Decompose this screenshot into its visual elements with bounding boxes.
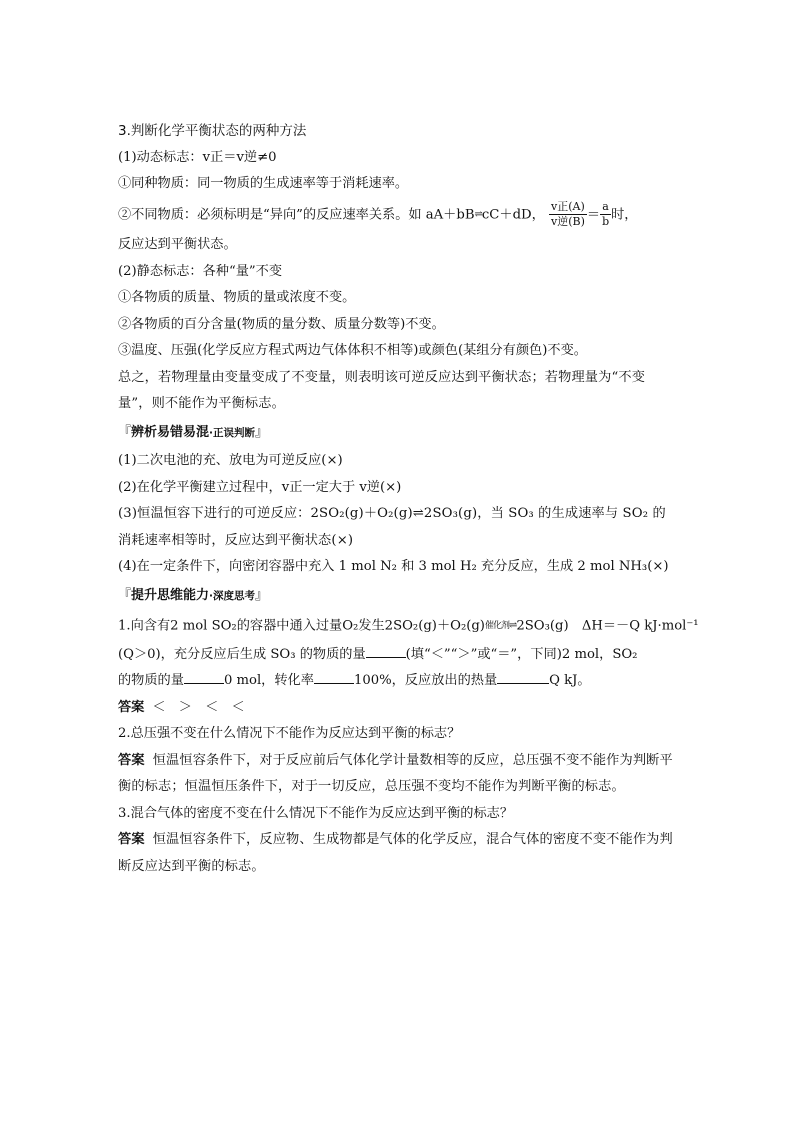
rate-fraction: [549, 200, 587, 229]
q1-text-a: 1.向含有2 mol SO₂的容器中通入过量O₂发生2SO₂(g)＋O₂(g): [118, 618, 485, 634]
tag-bracket-right: 』: [255, 587, 269, 603]
static-item-1: ①各物质的质量、物质的量或浓度不变。: [118, 290, 356, 305]
answer-label: 答案: [118, 699, 145, 715]
tag-bracket-left: 『: [118, 424, 132, 440]
answer-blank-2[interactable]: [184, 669, 224, 684]
catalyst-arrow: 催化剂⇌: [484, 620, 517, 631]
tag-main: 辨析易错易混: [131, 424, 210, 440]
q1-text-b: 2SO₃(g) ΔH＝－Q kJ·mol⁻¹: [516, 618, 699, 634]
judge-item-4: (4)在一定条件下，向密闭容器中充入 1 mol N₂ 和 3 mol H₂ 充分反应，生成 2 mol NH₃(×): [118, 559, 669, 574]
q1-text-c: (Q＞0)，充分反应后生成 SO₃ 的物质的量: [118, 646, 366, 662]
tag-main: 提升思维能力: [131, 587, 210, 603]
answer-3-text: 恒温恒容条件下，反应物、生成物都是气体的化学反应，混合气体的密度不变不能作为判断反应达到平衡的标志。: [118, 832, 673, 874]
tag-bracket-right: 』: [255, 424, 269, 440]
judge-item-1: (1)二次电池的充、放电为可逆反应(×): [118, 453, 343, 468]
question-3: 3.混合气体的密度不变在什么情况下不能作为反应达到平衡的标志？: [118, 805, 514, 821]
diff-eq: ＝: [586, 207, 601, 222]
diff-text-c: 时，: [611, 207, 638, 222]
answer-blank-1[interactable]: [366, 643, 406, 658]
diff-end: 反应达到平衡状态。: [118, 237, 237, 252]
answer-2: [118, 748, 678, 801]
different-substance: [118, 198, 678, 233]
question-1-line-3: [118, 668, 678, 695]
section-tag-judge: [118, 420, 268, 447]
static-item-3: ③温度、压强(化学反应方程式两边气体体积不相等)或颜色(某组分有颜色)不变。: [118, 343, 587, 358]
answer-label: 答案: [118, 752, 145, 768]
rate-fraction-den: v逆(B): [550, 215, 585, 228]
tag-sub: ·正误判断: [209, 426, 256, 439]
question-2: 2.总压强不变在什么情况下不能作为反应达到平衡的标志？: [118, 726, 461, 741]
coef-fraction-den: b: [602, 215, 610, 228]
static-item-2: ②各物质的百分含量(物质的量分数、质量分数等)不变。: [118, 316, 445, 332]
q1-text-f: 0 mol，转化率: [223, 673, 314, 688]
document-content: [118, 118, 699, 880]
question-1-line-1: [118, 611, 699, 642]
tag-bracket-left: 『: [118, 587, 132, 603]
answer-blank-3[interactable]: [314, 669, 354, 684]
reversible-arrow: ⇌: [474, 208, 482, 220]
coef-fraction-num: a: [600, 200, 611, 215]
section-title: 3.判断化学平衡状态的两种方法: [118, 123, 307, 139]
judge-item-2: (2)在化学平衡建立过程中，v正一定大于 v逆(×): [118, 479, 402, 495]
tag-sub: ·深度思考: [209, 589, 256, 602]
q1-text-h: Q kJ。: [549, 673, 591, 688]
summary-paragraph: 总之，若物理量由变量变成了不变量，则表明该可逆反应达到平衡状态；若物理量为“不变量”，则不能作为平衡标志。: [118, 369, 646, 411]
rate-fraction-num: v正(A): [549, 200, 587, 215]
static-sign: (2)静态标志：各种“量”不变: [118, 263, 283, 279]
answer-blank-4[interactable]: [497, 669, 549, 684]
section-tag-think: [118, 583, 268, 610]
answer-1: [118, 695, 678, 722]
answer-2-text: 恒温恒容条件下，对于反应前后气体化学计量数相等的反应，总压强不变不能作为判断平衡的标志；恒温恒压条件下，对于一切反应，总压强不变均不能作为判断平衡的标志。: [118, 752, 673, 794]
q1-text-g: 100%，反应放出的热量: [353, 673, 498, 688]
same-substance: ①同种物质：同一物质的生成速率等于消耗速率。: [118, 176, 409, 191]
judge-item-3: (3)恒温恒容下进行的可逆反应：2SO₂(g)＋O₂(g)⇌2SO₃(g)，当 SO₃ 的生成速率与 SO₂ 的消耗速率相等时，反应达到平衡状态(×): [118, 506, 666, 548]
q1-text-e: 的物质的量: [118, 673, 184, 688]
answer-label: 答案: [118, 832, 145, 847]
q1-text-d: (填“＜”“＞”或“＝”，下同)2 mol，SO₂: [405, 646, 638, 662]
diff-text-a: ②不同物质：必须标明是“异向”的反应速率关系。如 aA＋bB: [118, 207, 475, 222]
answer-1-text: ＜ ＞ ＜ ＜: [152, 699, 245, 715]
answer-3: [118, 827, 678, 880]
diff-text-b: cC＋dD，: [481, 207, 545, 222]
dynamic-sign: (1)动态标志：v正＝v逆≠0: [118, 149, 277, 165]
question-1-line-2: [118, 642, 678, 669]
coef-fraction: [600, 200, 611, 229]
catalyst-label: 催化剂: [484, 621, 509, 631]
